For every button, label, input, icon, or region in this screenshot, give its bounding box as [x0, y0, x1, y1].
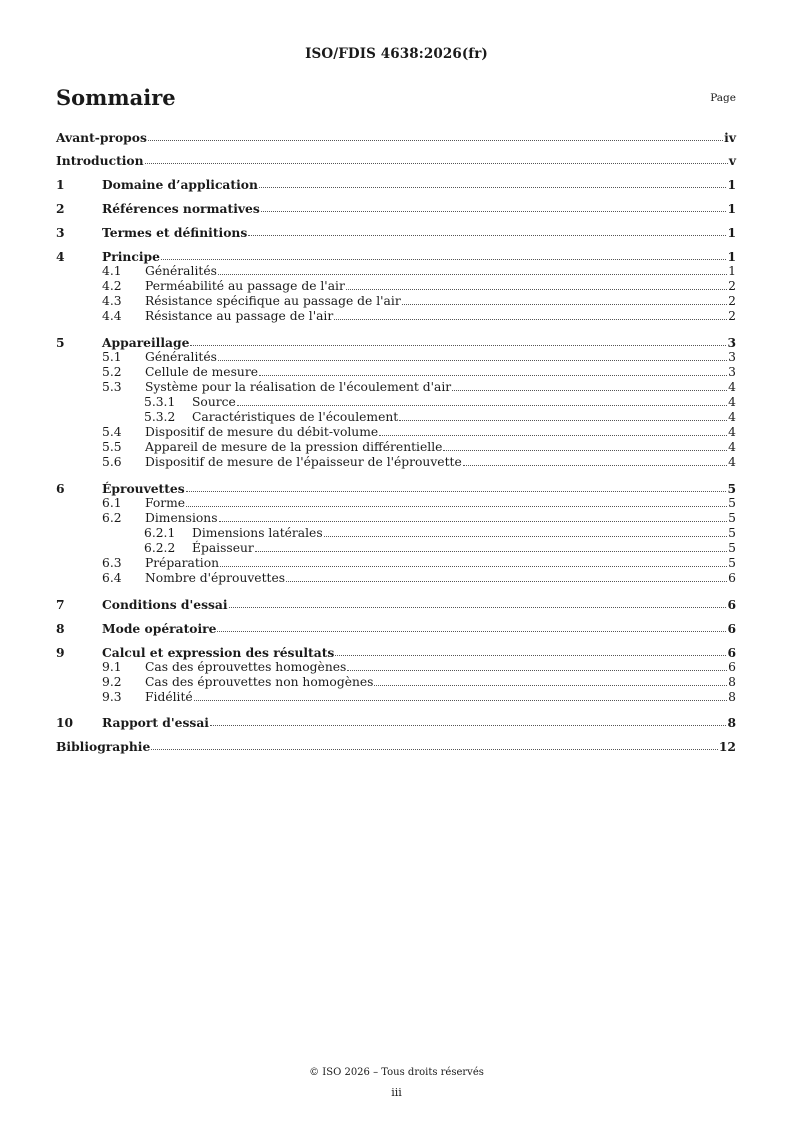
toc-entry-number: 6.2.2 — [144, 541, 176, 555]
dot-leader — [259, 187, 727, 188]
toc-entry-page: 6 — [728, 571, 736, 585]
toc-entry-page: 4 — [728, 380, 736, 394]
toc-entry-number: 5 — [56, 335, 65, 350]
toc-entry[interactable] — [56, 539, 736, 555]
toc-entry[interactable] — [56, 333, 736, 349]
toc-entry-number: 4.1 — [102, 264, 122, 278]
toc-entry-title: Domaine d’application — [102, 177, 258, 192]
dot-leader — [145, 163, 728, 164]
toc-entry-title: Conditions d'essai — [102, 597, 228, 612]
dot-leader — [219, 521, 728, 522]
dot-leader — [186, 506, 727, 507]
toc-entry-page: 2 — [728, 294, 736, 308]
dot-leader — [374, 685, 727, 686]
toc-entry-title: Bibliographie — [56, 739, 151, 754]
toc-entry[interactable] — [56, 348, 736, 364]
document-id-header: ISO/FDIS 4638:2026(fr) — [305, 46, 488, 62]
toc-entry-number: 8 — [56, 621, 65, 636]
toc-entry-number: 5.2 — [102, 365, 122, 379]
toc-entry-title: Résistance spécifique au passage de l'air — [145, 294, 401, 308]
toc-entry-page: 5 — [728, 556, 736, 570]
toc-entry[interactable] — [56, 128, 736, 144]
dot-leader — [255, 551, 727, 552]
toc-entry[interactable] — [56, 262, 736, 278]
toc-entry-page: 8 — [728, 675, 736, 689]
toc-entry-title: Principe — [102, 249, 160, 264]
toc-entry-number: 10 — [56, 715, 74, 730]
toc-entry[interactable] — [56, 292, 736, 308]
toc-entry-page: 5 — [728, 511, 736, 525]
toc-entry-number: 6.2 — [102, 511, 122, 525]
toc-entry-page: iv — [724, 130, 736, 145]
toc-entry-page: v — [728, 153, 736, 168]
toc-entry-page: 5 — [727, 481, 736, 496]
toc-entry-page: 6 — [727, 597, 736, 612]
toc-entry-title: Appareil de mesure de la pression différentielle — [145, 440, 443, 454]
toc-entry[interactable] — [56, 643, 736, 659]
toc-entry[interactable] — [56, 223, 736, 239]
toc-entry-page: 4 — [728, 440, 736, 454]
toc-entry-number: 4.3 — [102, 294, 122, 308]
toc-entry-title: Nombre d'éprouvettes — [145, 571, 286, 585]
toc-entry-number: 5.1 — [102, 350, 122, 364]
dot-leader — [151, 749, 718, 750]
toc-entry-page: 5 — [728, 496, 736, 510]
toc-entry-page: 8 — [728, 690, 736, 704]
toc-entry-page: 8 — [727, 715, 736, 730]
toc-entry-page: 2 — [728, 279, 736, 293]
dot-leader — [148, 140, 723, 141]
page-number: iii — [391, 1086, 402, 1099]
copyright-footer: © ISO 2026 – Tous droits réservés — [309, 1067, 484, 1078]
toc-entry[interactable] — [56, 453, 736, 469]
toc-entry-number: 9 — [56, 645, 65, 660]
toc-entry-title: Mode opératoire — [102, 621, 217, 636]
dot-leader — [324, 536, 728, 537]
toc-entry-title: Épaisseur — [192, 541, 254, 555]
toc-entry-title: Source — [192, 395, 236, 409]
dot-leader — [186, 491, 727, 492]
toc-entry[interactable] — [56, 479, 736, 495]
toc-entry[interactable] — [56, 363, 736, 379]
dot-leader — [210, 725, 726, 726]
toc-entry-title: Forme — [145, 496, 186, 510]
toc-entry-page: 1 — [727, 201, 736, 216]
toc-entry[interactable] — [56, 569, 736, 585]
toc-entry-title: Dispositif de mesure du débit-volume — [145, 425, 379, 439]
toc-entry-page: 2 — [728, 309, 736, 323]
toc-entry[interactable] — [56, 408, 736, 424]
toc-entry-title: Cas des éprouvettes non homogènes — [145, 675, 374, 689]
toc-entry-page: 5 — [728, 526, 736, 540]
dot-leader — [161, 259, 727, 260]
toc-entry-title: Avant-propos — [56, 130, 147, 145]
toc-entry[interactable] — [56, 151, 736, 167]
dot-leader — [229, 607, 727, 608]
toc-entry-title: Rapport d'essai — [102, 715, 209, 730]
toc-entry[interactable] — [56, 673, 736, 689]
dot-leader — [248, 235, 726, 236]
toc-entry-number: 3 — [56, 225, 65, 240]
dot-leader — [261, 211, 727, 212]
toc-entry[interactable] — [56, 713, 736, 729]
toc-entry-page: 4 — [728, 455, 736, 469]
toc-entry-title: Système pour la réalisation de l'écoulement d'air — [145, 380, 452, 394]
dot-leader — [399, 420, 727, 421]
toc-entry-page: 6 — [727, 645, 736, 660]
toc-entry-number: 1 — [56, 177, 65, 192]
toc-entry[interactable] — [56, 277, 736, 293]
toc-entry-title: Dimensions latérales — [192, 526, 323, 540]
toc-entry[interactable] — [56, 524, 736, 540]
toc-entry-number: 5.5 — [102, 440, 122, 454]
toc-entry-number: 5.3.1 — [144, 395, 176, 409]
toc-entry-number: 6.4 — [102, 571, 122, 585]
dot-leader — [237, 405, 727, 406]
toc-entry-title: Introduction — [56, 153, 144, 168]
toc-entry[interactable] — [56, 393, 736, 409]
toc-entry-page: 6 — [727, 621, 736, 636]
toc-entry[interactable] — [56, 247, 736, 263]
toc-entry-title: Dispositif de mesure de l'épaisseur de l'éprouvette — [145, 455, 462, 469]
toc-entry-title: Résistance au passage de l'air — [145, 309, 334, 323]
toc-entry-title: Cellule de mesure — [145, 365, 258, 379]
toc-entry[interactable] — [56, 554, 736, 570]
toc-entry-number: 9.3 — [102, 690, 122, 704]
toc-entry-page: 1 — [727, 177, 736, 192]
toc-entry-page: 3 — [728, 350, 736, 364]
toc-entry-number: 6 — [56, 481, 65, 496]
toc-entry-title: Perméabilité au passage de l'air — [145, 279, 345, 293]
toc-entry-page: 4 — [728, 395, 736, 409]
dot-leader — [194, 700, 727, 701]
toc-entry-number: 7 — [56, 597, 65, 612]
toc-entry-number: 6.2.1 — [144, 526, 176, 540]
toc-entry-title: Généralités — [145, 264, 217, 278]
toc-entry-title: Généralités — [145, 350, 217, 364]
toc-entry[interactable] — [56, 438, 736, 454]
toc-entry-page: 12 — [718, 739, 736, 754]
toc-entry-number: 4.4 — [102, 309, 122, 323]
toc-entry-number: 2 — [56, 201, 65, 216]
dot-leader — [379, 435, 727, 436]
toc-entry-page: 1 — [727, 249, 736, 264]
dot-leader — [286, 581, 727, 582]
toc-entry[interactable] — [56, 737, 736, 753]
toc-entry-page: 3 — [727, 335, 736, 350]
toc-entry[interactable] — [56, 688, 736, 704]
toc-entry[interactable] — [56, 509, 736, 525]
toc-entry-number: 5.3 — [102, 380, 122, 394]
dot-leader — [217, 631, 726, 632]
toc-entry-page: 1 — [727, 225, 736, 240]
dot-leader — [218, 274, 727, 275]
dot-leader — [220, 566, 727, 567]
dot-leader — [463, 465, 727, 466]
dot-leader — [259, 375, 727, 376]
toc-entry-title: Appareillage — [102, 335, 190, 350]
toc-entry[interactable] — [56, 494, 736, 510]
toc-entry-number: 5.4 — [102, 425, 122, 439]
toc-entry-number: 4 — [56, 249, 65, 264]
toc-entry[interactable] — [56, 595, 736, 611]
toc-entry[interactable] — [56, 199, 736, 215]
toc-entry-title: Termes et définitions — [102, 225, 248, 240]
page-column-label: Page — [710, 92, 736, 104]
toc-entry-number: 9.2 — [102, 675, 122, 689]
toc-entry-title: Dimensions — [145, 511, 218, 525]
toc-entry-title: Calcul et expression des résultats — [102, 645, 335, 660]
toc-entry[interactable] — [56, 423, 736, 439]
toc-entry[interactable] — [56, 175, 736, 191]
toc-entry[interactable] — [56, 658, 736, 674]
toc-entry-number: 6.1 — [102, 496, 122, 510]
toc-entry-number: 5.6 — [102, 455, 122, 469]
toc-entry-page: 3 — [728, 365, 736, 379]
dot-leader — [190, 345, 726, 346]
toc-entry-number: 5.3.2 — [144, 410, 176, 424]
dot-leader — [334, 319, 727, 320]
toc-entry-title: Cas des éprouvettes homogènes — [145, 660, 347, 674]
toc-entry-page: 4 — [728, 425, 736, 439]
toc-entry-page: 1 — [728, 264, 736, 278]
dot-leader — [402, 304, 727, 305]
toc-entry-page: 5 — [728, 541, 736, 555]
toc-entry-title: Fidélité — [145, 690, 193, 704]
dot-leader — [443, 450, 727, 451]
toc-entry-number: 9.1 — [102, 660, 122, 674]
toc-entry[interactable] — [56, 378, 736, 394]
toc-entry-number: 4.2 — [102, 279, 122, 293]
toc-entry-page: 6 — [728, 660, 736, 674]
toc-entry-page: 4 — [728, 410, 736, 424]
toc-entry-number: 6.3 — [102, 556, 122, 570]
toc-entry[interactable] — [56, 619, 736, 635]
dot-leader — [347, 670, 727, 671]
toc-entry-title: Références normatives — [102, 201, 260, 216]
toc-entry-title: Préparation — [145, 556, 220, 570]
dot-leader — [218, 360, 727, 361]
dot-leader — [346, 289, 727, 290]
dot-leader — [335, 655, 726, 656]
toc-entry-title: Caractéristiques de l'écoulement — [192, 410, 399, 424]
dot-leader — [452, 390, 727, 391]
toc-entry-title: Éprouvettes — [102, 481, 185, 496]
toc-title: Sommaire — [56, 85, 176, 110]
toc-entry[interactable] — [56, 307, 736, 323]
